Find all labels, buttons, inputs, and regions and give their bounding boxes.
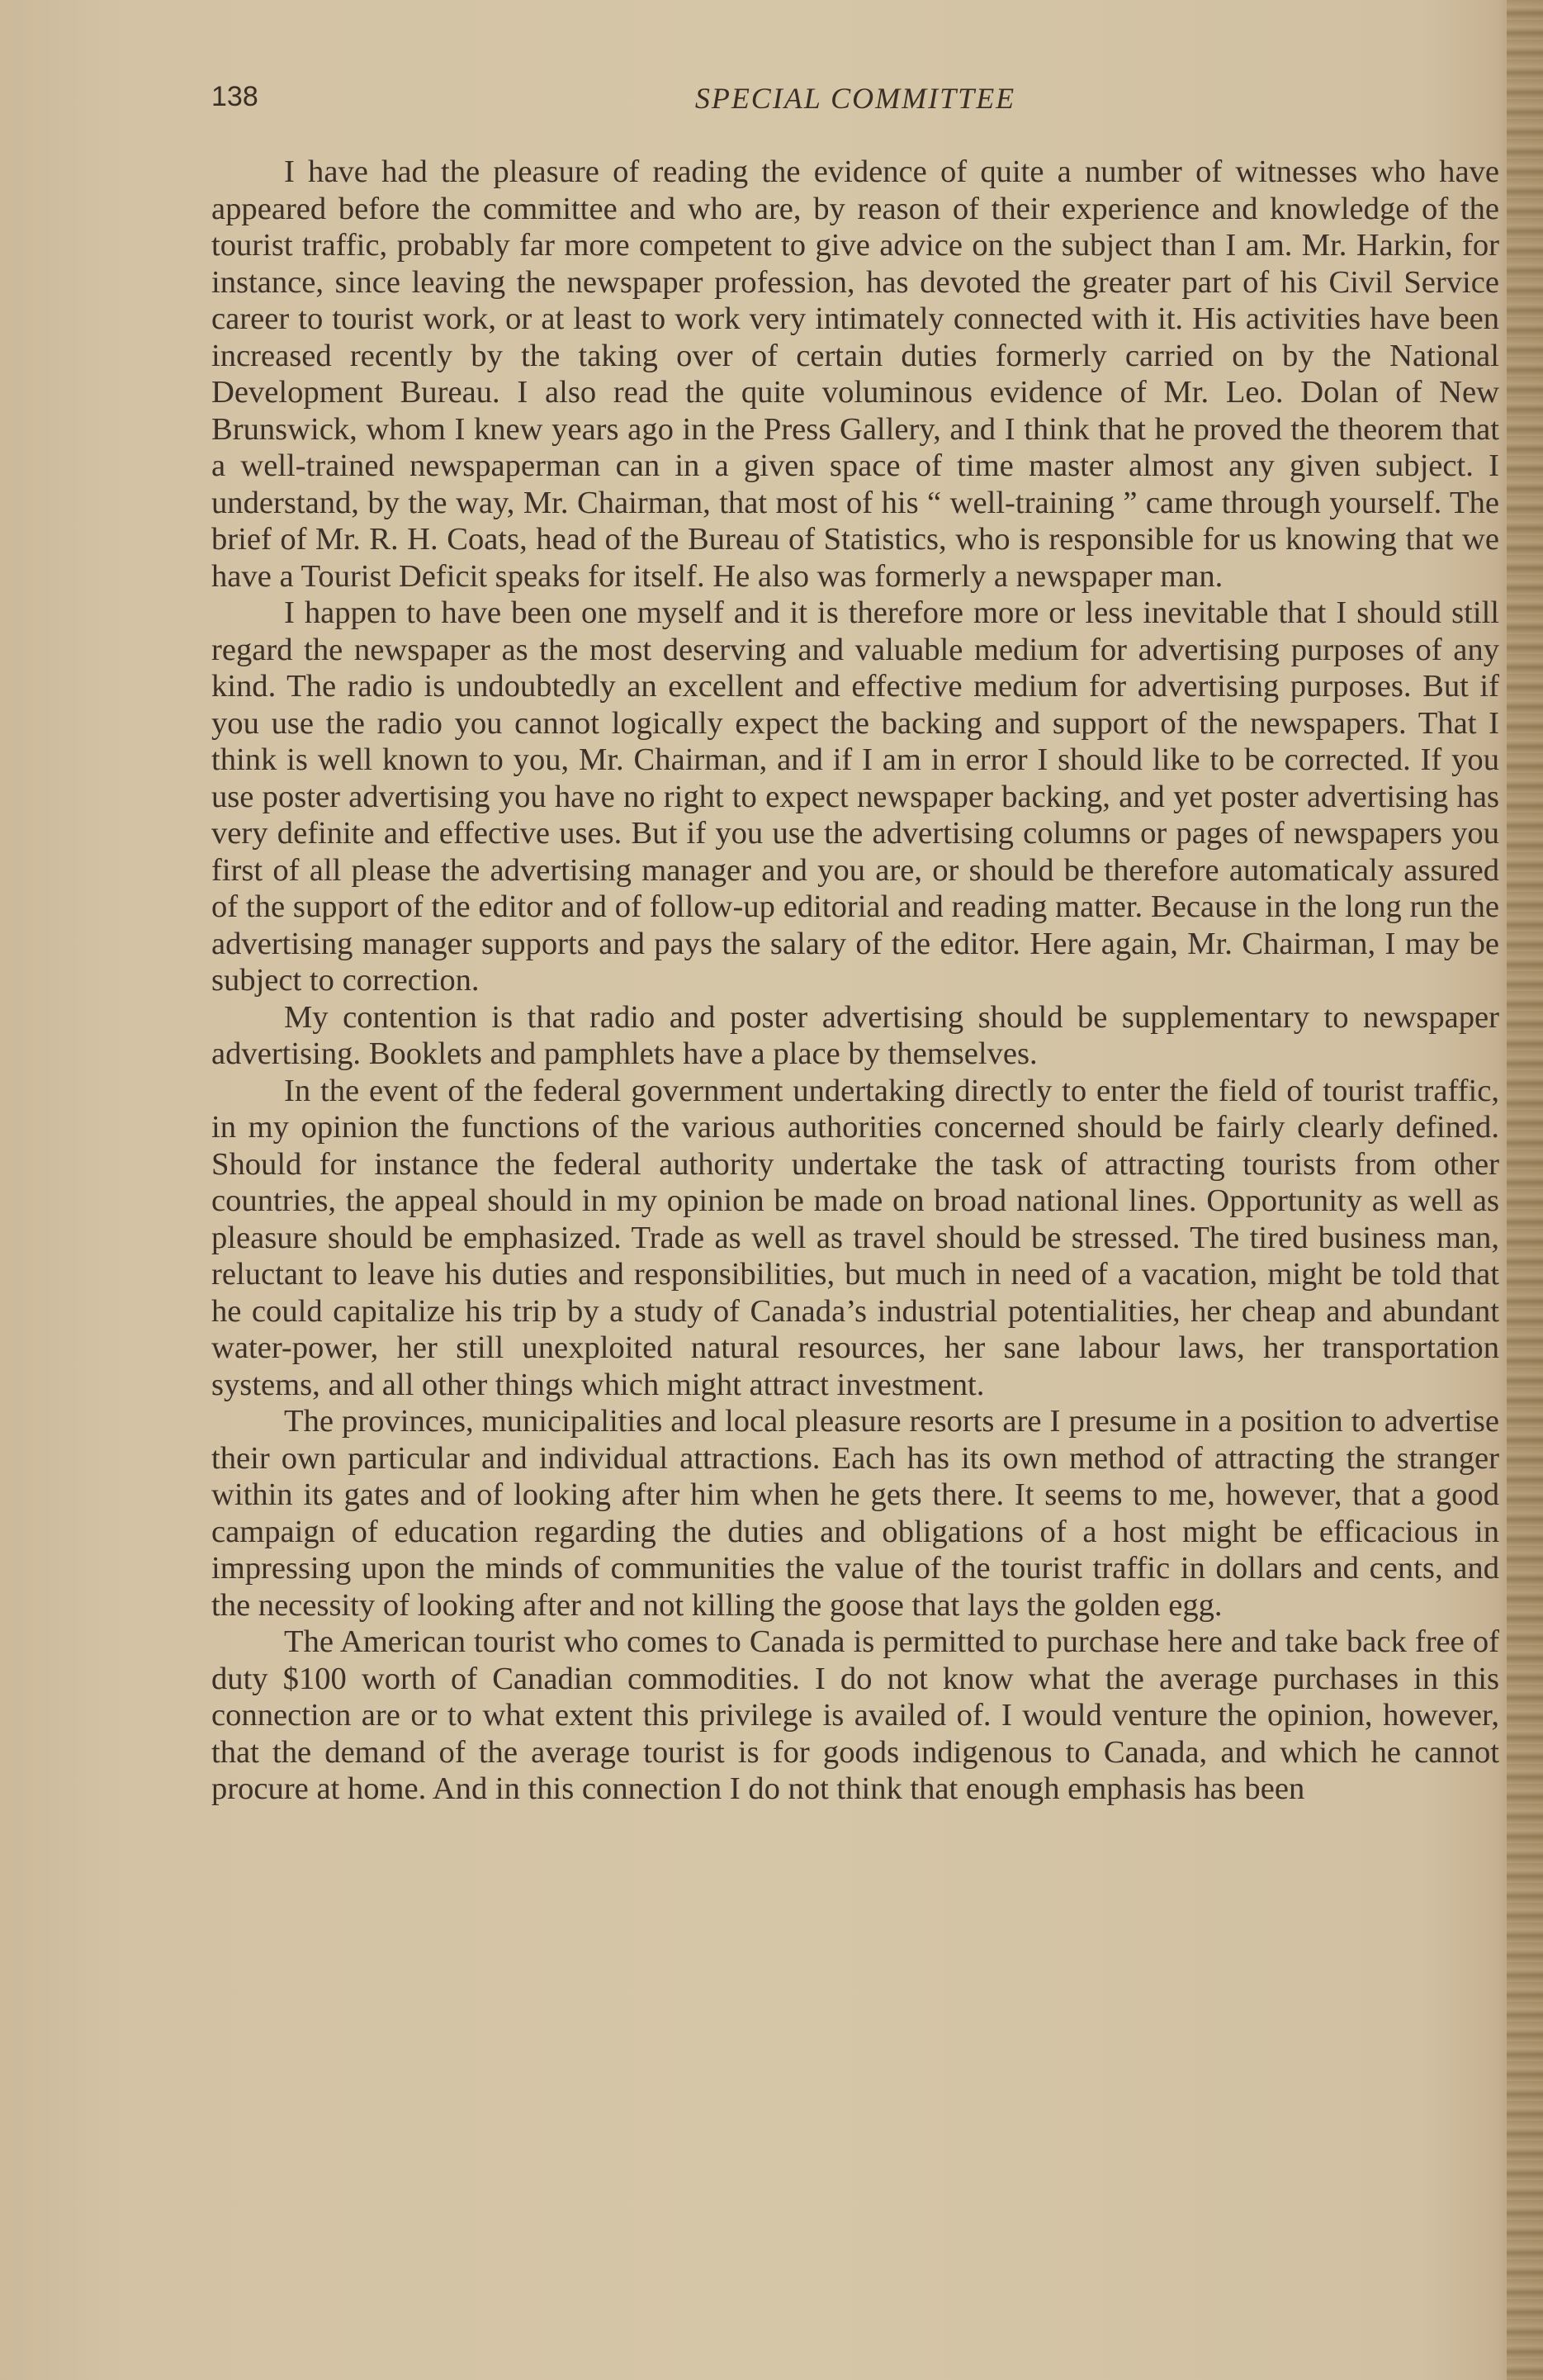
paragraph: The American tourist who comes to Canada is permitted to purchase here and take back free of duty $100 worth of Canadian commodities. I do not know what the average purchases in this connection are or to what extent this privilege is availed of. I would venture the opinion, however, that the demand of the average tourist is for goods indigenous to Canada, and which he cannot procure at home. And in this connection I do not think that enough emphasis has been — [211, 1624, 1499, 1806]
paragraph: I happen to have been one myself and it is therefore more or less inevitable that I should still regard the newspaper as the most deserving and valuable medium for advertising purposes of any kind. The radio is undoubtedly an excellent and effective medium for advertising purposes. But if you use the radio you cannot logically expect the backing and support of the newspapers. That I think is well known to you, Mr. Chairman, and if I am in error I should like to be corrected. If you use poster advertising you have no right to expect newspaper backing, and yet poster advertising has very definite and effective uses. But if you use the advertising columns or pages of newspapers you first of all please the advertising manager and you are, or should be therefore automaticaly assured of the support of the editor and of follow-up editorial and reading matter. Because in the long run the advertising manager supports and pays the salary of the editor. Here again, Mr. Chairman, I may be subject to correction. — [211, 595, 1499, 998]
page-edge — [1507, 0, 1543, 2380]
paragraph: The provinces, municipalities and local pleasure resorts are I presume in a position to advertise their own particular and individual attractions. Each has its own method of attracting the stranger within its gates and of looking after him when he gets there. It seems to me, however, that a good campaign of education regarding the duties and obligations of a host might be efficacious in impressing upon the minds of communities the value of the tourist traffic in dollars and cents, and the necessity of looking after and not killing the goose that lays the golden egg. — [211, 1404, 1499, 1623]
paragraph: My contention is that radio and poster advertising should be supplementary to newspaper advertising. Booklets and pamphlets have a place by themselves. — [211, 999, 1499, 1071]
body-text — [211, 154, 1499, 1808]
paragraph: I have had the pleasure of reading the evidence of quite a number of witnesses who have appeared before the committee and who are, by reason of their experience and knowledge of the tourist traffic, probably far more competent to give advice on the subject than I am. Mr. Harkin, for instance, since leaving the newspaper profession, has devoted the greater part of his Civil Service career to tourist work, or at least to work very intimately connected with it. His activities have been increased recently by the taking over of certain duties formerly carried on by the National Development Bureau. I also read the quite voluminous evidence of Mr. Leo. Dolan of New Brunswick, whom I knew years ago in the Press Gallery, and I think that he proved the theorem that a well-trained newspaperman can in a given space of time master almost any given subject. I understand, by the way, Mr. Chairman, that most of his “ well-training ” came through yourself. The brief of Mr. R. H. Coats, head of the Bureau of Statistics, who is responsible for us knowing that we have a Tourist Deficit speaks for itself. He also was formerly a newspaper man. — [211, 154, 1499, 594]
paragraph: In the event of the federal government undertaking directly to enter the field of tourist traffic, in my opinion the functions of the various authorities concerned should be fairly clearly defined. Should for instance the federal authority undertake the task of attracting tourists from other countries, the appeal should in my opinion be made on broad national lines. Opportunity as well as pleasure should be emphasized. Trade as well as travel should be stressed. The tired business man, reluctant to leave his duties and responsibilities, but much in need of a vacation, might be told that he could capitalize his trip by a study of Canada’s industrial potentialities, her cheap and abundant water-power, her still unexploited natural resources, her sane labour laws, her transportation systems, and all other things which might attract investment. — [211, 1073, 1499, 1402]
page-header — [211, 81, 1499, 124]
page-number: 138 — [211, 81, 258, 112]
running-head: SPECIAL COMMITTEE — [694, 82, 1016, 115]
